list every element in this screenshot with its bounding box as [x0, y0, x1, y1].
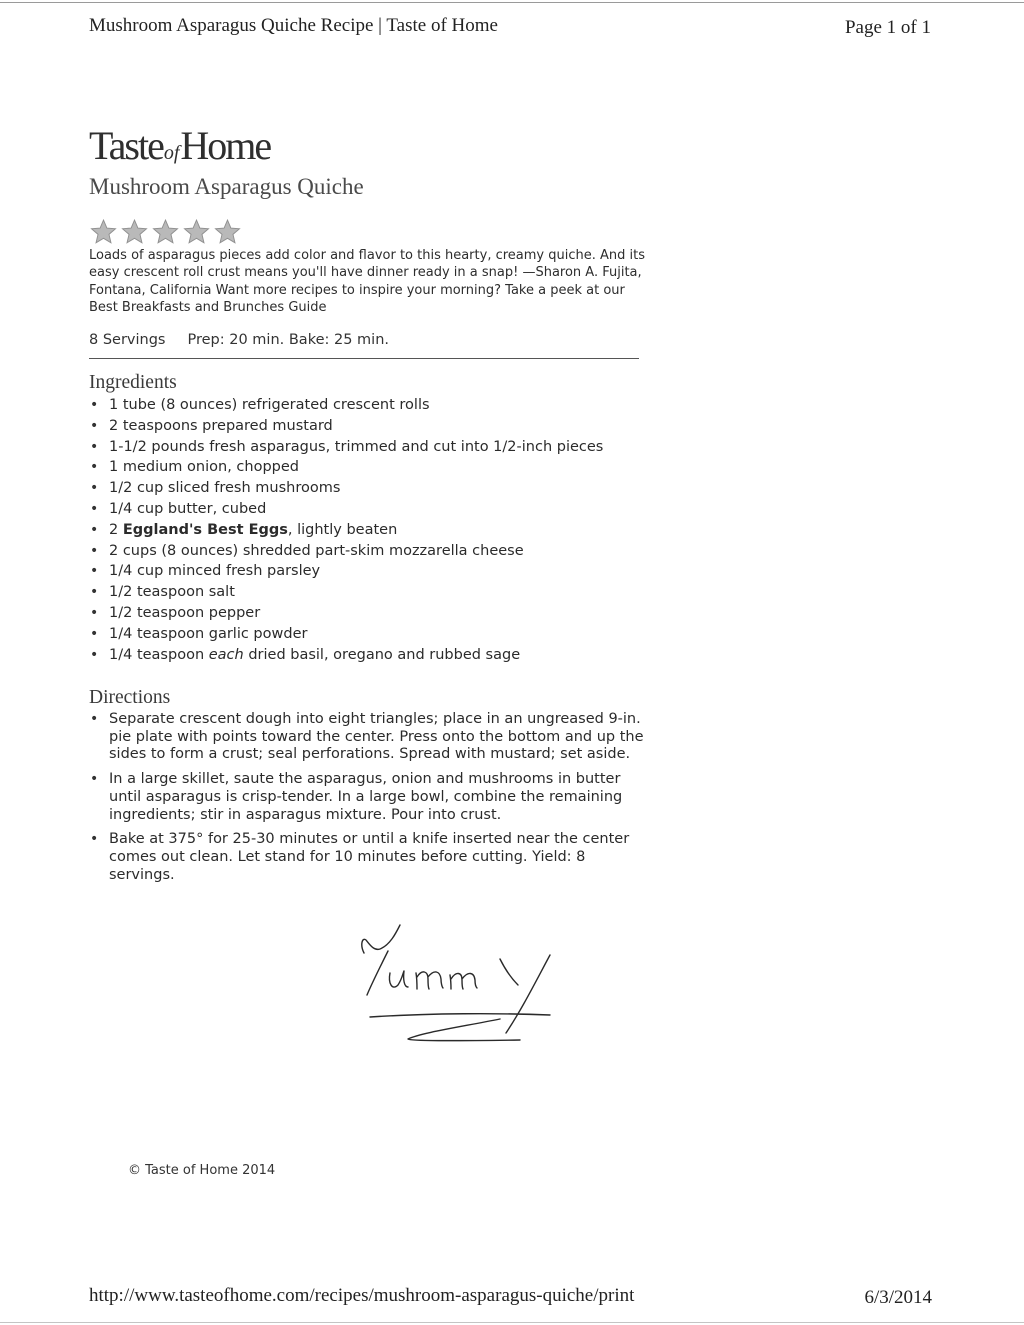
ingredient-item: • 1/4 cup butter, cubed [89, 499, 669, 520]
ingredient-text-pre: 1/4 teaspoon [109, 646, 209, 663]
direction-step: • In a large skillet, saute the asparagus, onion and mushrooms in butter until asparagus is crisp-tender. In a large bowl, combine the remaining ingredients; stir in asparagus mixture. Pour into crust. [89, 771, 649, 824]
meta-divider [89, 358, 639, 359]
direction-step: • Bake at 375° for 25-30 minutes or until a knife inserted near the center comes out clean. Let stand for 10 minutes before cutting. Yield: 8 servings. [89, 831, 649, 884]
page-bottom-edge [0, 1322, 1024, 1323]
ingredient-item: • 1/4 cup minced fresh parsley [89, 561, 669, 582]
ingredient-item: • 1 medium onion, chopped [89, 457, 669, 478]
ingredient-item: • 2 cups (8 ounces) shredded part-skim mozzarella cheese [89, 541, 669, 562]
ingredient-text-post: dried basil, oregano and rubbed sage [243, 646, 521, 663]
ingredient-item [89, 520, 669, 541]
ingredients-list [89, 395, 669, 665]
star-icon [182, 218, 211, 246]
taste-of-home-logo [89, 123, 271, 168]
star-icon [120, 218, 149, 246]
ingredient-item: • 1-1/2 pounds fresh asparagus, trimmed and cut into 1/2-inch pieces [89, 437, 669, 458]
recipe-meta [89, 332, 389, 348]
ingredient-text-pre: 2 [109, 521, 123, 538]
directions-list [89, 711, 649, 891]
direction-step: • Separate crescent dough into eight triangles; place in an ungreased 9-in. pie plate with points toward the center. Press onto the bottom and up the sides to form a crust; seal perforations. Spread with mustard; set aside. [89, 711, 649, 764]
print-footer-url: http://www.tasteofhome.com/recipes/mushroom-asparagus-quiche/print [89, 1285, 635, 1306]
logo-word-taste: Taste [89, 123, 163, 168]
handwritten-note-yummy [350, 915, 570, 1055]
print-header-title: Mushroom Asparagus Quiche Recipe | Taste of Home [89, 15, 498, 36]
ingredient-text-bold: Eggland's Best Eggs [122, 521, 288, 538]
star-icon [151, 218, 180, 246]
ingredient-item: • 1/4 teaspoon garlic powder [89, 624, 669, 645]
ingredient-item: • 1/2 teaspoon pepper [89, 603, 669, 624]
recipe-description: Loads of asparagus pieces add color and flavor to this hearty, creamy quiche. And its easy crescent roll crust means you'll have dinner ready in a snap! —Sharon A. Fujita, Fontana, California Want more recipes to inspire your morning? Take a peek at our Best Breakfasts and Brunches Guide [89, 248, 645, 316]
star-icon [89, 218, 118, 246]
page-top-edge [0, 2, 1024, 3]
logo-word-home: Home [180, 123, 271, 168]
ingredient-item [89, 645, 669, 666]
ingredient-text-italic: each [208, 646, 244, 663]
ingredient-item: • 2 teaspoons prepared mustard [89, 416, 669, 437]
recipe-title: Mushroom Asparagus Quiche [89, 174, 364, 199]
ingredient-item: • 1/2 cup sliced fresh mushrooms [89, 478, 669, 499]
directions-heading: Directions [89, 687, 171, 708]
servings: 8 Servings [89, 332, 166, 348]
ingredients-heading: Ingredients [89, 372, 177, 393]
ingredient-text-post: , lightly beaten [287, 521, 398, 538]
handwritten-note-text: Yummy [460, 955, 464, 956]
print-footer-date: 6/3/2014 [864, 1287, 932, 1308]
prep-bake-times: Prep: 20 min. Bake: 25 min. [187, 332, 389, 348]
logo-word-of: of [163, 142, 180, 164]
star-rating [89, 218, 242, 246]
ingredient-item: • 1/2 teaspoon salt [89, 582, 669, 603]
copyright: © Taste of Home 2014 [128, 1163, 276, 1178]
star-icon [213, 218, 242, 246]
ingredient-item: • 1 tube (8 ounces) refrigerated crescent rolls [89, 395, 669, 416]
print-header-page-count: Page 1 of 1 [844, 17, 931, 38]
